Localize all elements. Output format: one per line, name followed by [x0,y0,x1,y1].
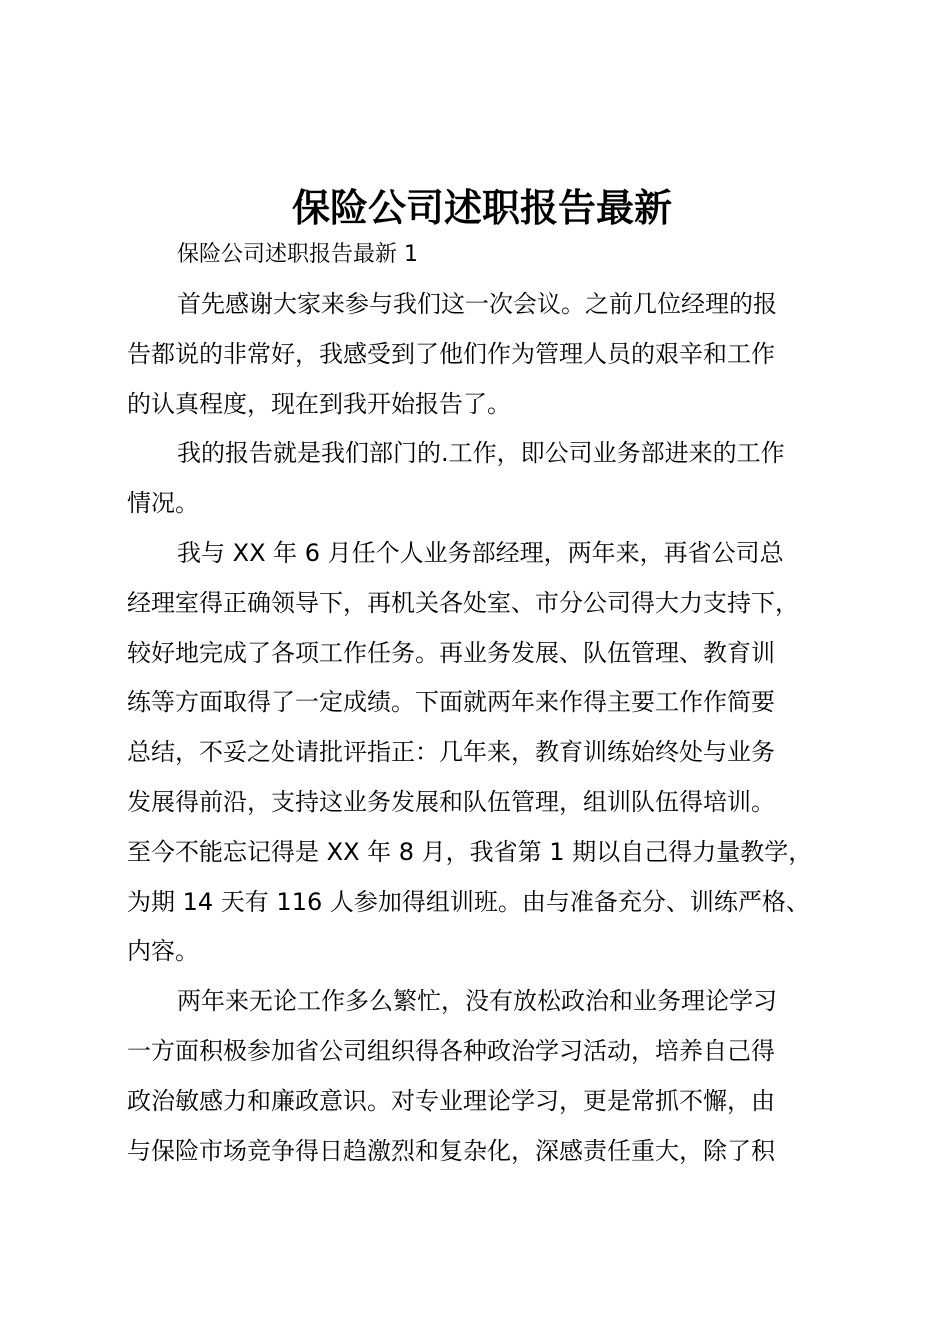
document-body [127,230,837,1176]
document-title: 保险公司述职报告最新 [291,185,672,230]
paragraph-4: 两年来无论工作多么繁忙，没有放松政治和业务理论学习 一方面积极参加省公司组织得各种政治学习活动，培养自己得 政治敏感力和廉政意识。对专业理论学习，更是常抓不懈，由 与保险市场竞争得日趋激烈和复杂化，深感责任重大，除了积 [127,987,777,1165]
paragraph-3: 我与 XX 年 6 月任个人业务部经理，两年来，再省公司总 经理室得正确领导下，再机关各处室、市分公司得大力支持下， 较好地完成了各项工作任务。再业务发展、队伍管理、教育训 练等方面取得了一定成绩。下面就两年来作得主要工作作简要 总结，不妥之处请批评指正：几年来，教育训练始终处与业务 发展得前沿，支持这业务发展和队伍管理，组训队伍得培训。 至今不能忘记得是 XX 年 8 月，我省第 1 期以自己得力量教学， 为期 14 天有 116 人参加得组训班。由与准备充分、训练严格、 内容。 [127,538,813,966]
paragraph-1: 首先感谢大家来参与我们这一次会议。之前几位经理的报 告都说的非常好，我感受到了他们作为管理人员的艰辛和工作 的认真程度，现在到我开始报告了。 [127,290,777,418]
section-heading: 保险公司述职报告最新 1 [177,242,418,267]
paragraph-2: 我的报告就是我们部门的.工作，即公司业务部进来的工作 情况。 [127,439,785,518]
